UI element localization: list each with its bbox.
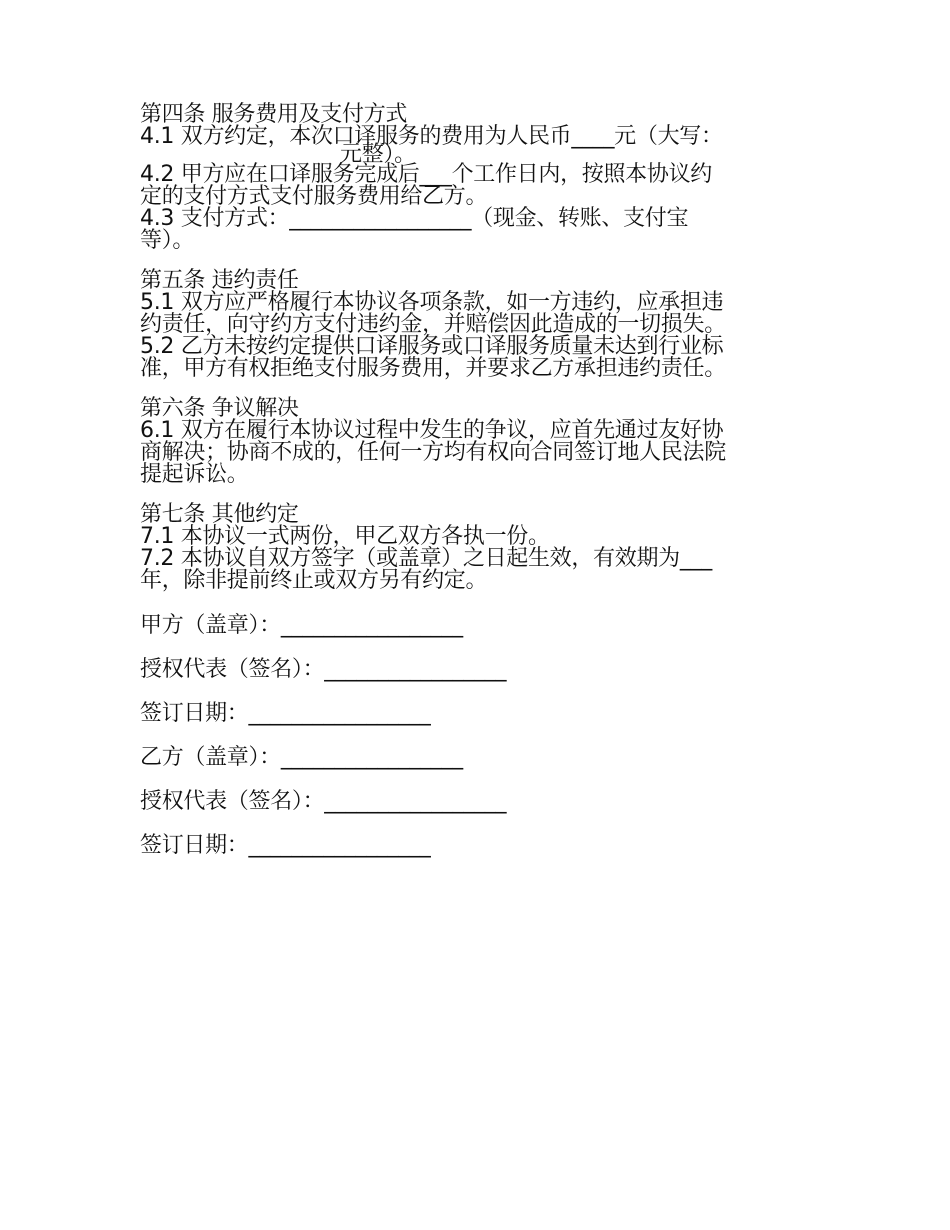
clause-text: 7.1 本协议一式两份，甲乙双方各执一份。: [140, 524, 550, 549]
party-b-date-line: 签订日期：_________________: [140, 833, 431, 858]
document-page: [140, 104, 810, 876]
section-heading: 第七条 其他约定: [140, 502, 299, 527]
clause-continuation: 约责任，向守约方支付违约金，并赔偿因此造成的一切损失。: [140, 312, 726, 337]
party-b-representative-line: 授权代表（签名）：_________________: [140, 789, 507, 814]
section-article-5: [140, 270, 810, 380]
signature-block: [140, 612, 810, 860]
clause-5-2: [140, 336, 810, 380]
clause-continuation: 商解决；协商不成的，任何一方均有权向合同签订地人民法院: [140, 440, 726, 465]
party-a-representative-line: 授权代表（签名）：_________________: [140, 657, 507, 682]
clause-4-1: [140, 124, 810, 167]
clause-4-3: [140, 208, 810, 252]
clause-continuation: 年，除非提前终止或双方另有约定。: [140, 568, 488, 593]
party-a-seal-line: 甲方（盖章）：_________________: [140, 613, 463, 638]
clause-5-1: [140, 292, 810, 336]
clause-continuation: 元整）。: [340, 142, 416, 167]
clause-7-2: [140, 548, 810, 592]
clause-continuation: 准，甲方有权拒绝支付服务费用，并要求乙方承担违约责任。: [140, 356, 726, 381]
section-heading: 第五条 违约责任: [140, 268, 299, 293]
clause-continuation: 等）。: [140, 228, 195, 253]
section-heading: 第六条 争议解决: [140, 396, 299, 421]
clause-text: 7.2 本协议自双方签字（或盖章）之日起生效，有效期为___: [140, 546, 712, 571]
section-article-4: [140, 104, 810, 252]
section-article-7: [140, 504, 810, 592]
clause-text: 5.1 双方应严格履行本协议各项条款，如一方违约，应承担违: [140, 290, 724, 315]
party-a-date-line: 签订日期：_________________: [140, 701, 431, 726]
clause-text: 4.2 甲方应在口译服务完成后___个工作日内，按照本协议约: [140, 162, 712, 187]
clause-text: 4.1 双方约定，本次口译服务的费用为人民币____元（大写：: [140, 124, 723, 149]
clause-text: 5.2 乙方未按约定提供口译服务或口译服务质量未达到行业标: [140, 334, 724, 359]
clause-continuation: 提起诉讼。: [140, 462, 249, 487]
clause-4-2: [140, 164, 810, 208]
party-b-seal-line: 乙方（盖章）：_________________: [140, 745, 463, 770]
clause-text: 4.3 支付方式：_________________（现金、转账、支付宝: [140, 206, 689, 231]
clause-continuation: 定的支付方式支付服务费用给乙方。: [140, 184, 488, 209]
clause-6-1: [140, 420, 810, 486]
clause-7-1: [140, 526, 810, 548]
section-heading: 第四条 服务费用及支付方式: [140, 102, 408, 127]
clause-text: 6.1 双方在履行本协议过程中发生的争议，应首先通过友好协: [140, 418, 724, 443]
section-article-6: [140, 398, 810, 486]
